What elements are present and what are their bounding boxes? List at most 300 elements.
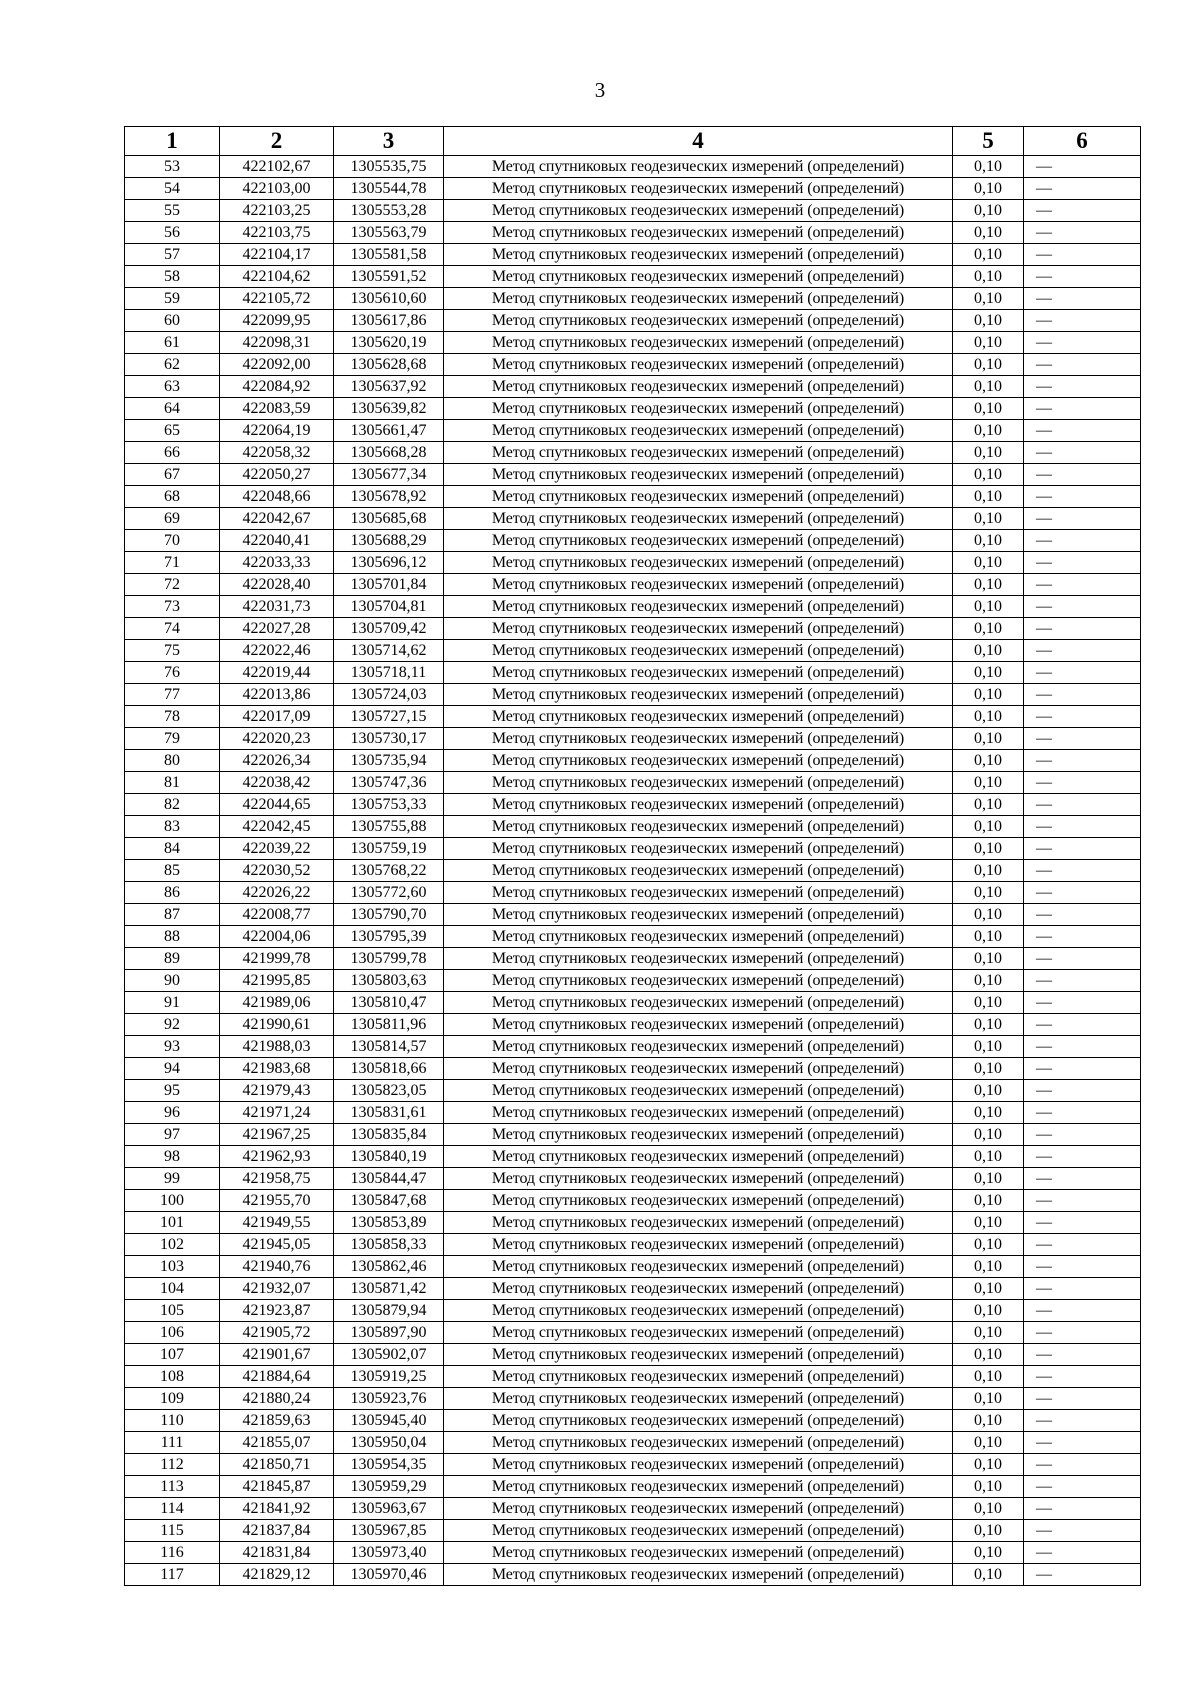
accuracy-cell: 0,10: [953, 1146, 1024, 1168]
point-number-cell: 93: [125, 1036, 220, 1058]
table-row: [125, 1476, 1141, 1498]
accuracy-cell: 0,10: [953, 1476, 1024, 1498]
accuracy-cell: 0,10: [953, 1212, 1024, 1234]
y-coordinate-cell: 1305704,81: [334, 596, 444, 618]
method-cell: Метод спутниковых геодезических измерений (определений): [444, 1102, 953, 1124]
table-row: [125, 1520, 1141, 1542]
x-coordinate-cell: 422042,67: [220, 508, 334, 530]
method-cell: Метод спутниковых геодезических измерений (определений): [444, 992, 953, 1014]
x-coordinate-cell: 421855,07: [220, 1432, 334, 1454]
y-coordinate-cell: 1305718,11: [334, 662, 444, 684]
x-coordinate-cell: 421901,67: [220, 1344, 334, 1366]
x-coordinate-cell: 422038,42: [220, 772, 334, 794]
accuracy-cell: 0,10: [953, 1256, 1024, 1278]
description-cell: —: [1024, 1344, 1141, 1366]
x-coordinate-cell: 422028,40: [220, 574, 334, 596]
description-cell: —: [1024, 420, 1141, 442]
method-cell: Метод спутниковых геодезических измерений (определений): [444, 1168, 953, 1190]
table-row: [125, 882, 1141, 904]
method-cell: Метод спутниковых геодезических измерений (определений): [444, 1190, 953, 1212]
point-number-cell: 80: [125, 750, 220, 772]
description-cell: —: [1024, 1564, 1141, 1586]
x-coordinate-cell: 422027,28: [220, 618, 334, 640]
accuracy-cell: 0,10: [953, 684, 1024, 706]
table-row: [125, 684, 1141, 706]
method-cell: Метод спутниковых геодезических измерений (определений): [444, 530, 953, 552]
method-cell: Метод спутниковых геодезических измерений (определений): [444, 354, 953, 376]
x-coordinate-cell: 422105,72: [220, 288, 334, 310]
method-cell: Метод спутниковых геодезических измерений (определений): [444, 618, 953, 640]
accuracy-cell: 0,10: [953, 1080, 1024, 1102]
method-cell: Метод спутниковых геодезических измерений (определений): [444, 508, 953, 530]
method-cell: Метод спутниковых геодезических измерений (определений): [444, 464, 953, 486]
table-row: [125, 1432, 1141, 1454]
point-number-cell: 108: [125, 1366, 220, 1388]
x-coordinate-cell: 422092,00: [220, 354, 334, 376]
x-coordinate-cell: 421990,61: [220, 1014, 334, 1036]
x-coordinate-cell: 421999,78: [220, 948, 334, 970]
y-coordinate-cell: 1305701,84: [334, 574, 444, 596]
description-cell: —: [1024, 464, 1141, 486]
y-coordinate-cell: 1305803,63: [334, 970, 444, 992]
table-row: [125, 1388, 1141, 1410]
x-coordinate-cell: 421995,85: [220, 970, 334, 992]
point-number-cell: 103: [125, 1256, 220, 1278]
point-number-cell: 75: [125, 640, 220, 662]
table-row: [125, 244, 1141, 266]
point-number-cell: 53: [125, 156, 220, 178]
x-coordinate-cell: 421958,75: [220, 1168, 334, 1190]
table-row: [125, 750, 1141, 772]
description-cell: —: [1024, 1256, 1141, 1278]
accuracy-cell: 0,10: [953, 904, 1024, 926]
x-coordinate-cell: 422019,44: [220, 662, 334, 684]
x-coordinate-cell: 421979,43: [220, 1080, 334, 1102]
accuracy-cell: 0,10: [953, 1388, 1024, 1410]
method-cell: Метод спутниковых геодезических измерений (определений): [444, 640, 953, 662]
description-cell: —: [1024, 1322, 1141, 1344]
method-cell: Метод спутниковых геодезических измерений (определений): [444, 398, 953, 420]
y-coordinate-cell: 1305862,46: [334, 1256, 444, 1278]
x-coordinate-cell: 421880,24: [220, 1388, 334, 1410]
description-cell: —: [1024, 596, 1141, 618]
header-row: [125, 127, 1141, 156]
accuracy-cell: 0,10: [953, 1168, 1024, 1190]
coordinates-table: [124, 126, 1141, 1586]
y-coordinate-cell: 1305959,29: [334, 1476, 444, 1498]
accuracy-cell: 0,10: [953, 662, 1024, 684]
x-coordinate-cell: 422103,25: [220, 200, 334, 222]
description-cell: —: [1024, 948, 1141, 970]
point-number-cell: 81: [125, 772, 220, 794]
method-cell: Метод спутниковых геодезических измерений (определений): [444, 1300, 953, 1322]
y-coordinate-cell: 1305544,78: [334, 178, 444, 200]
table-row: [125, 530, 1141, 552]
method-cell: Метод спутниковых геодезических измерений (определений): [444, 1322, 953, 1344]
x-coordinate-cell: 421967,25: [220, 1124, 334, 1146]
x-coordinate-cell: 421837,84: [220, 1520, 334, 1542]
table-row: [125, 354, 1141, 376]
x-coordinate-cell: 421949,55: [220, 1212, 334, 1234]
table-row: [125, 420, 1141, 442]
x-coordinate-cell: 422099,95: [220, 310, 334, 332]
table-row: [125, 1256, 1141, 1278]
point-number-cell: 65: [125, 420, 220, 442]
y-coordinate-cell: 1305688,29: [334, 530, 444, 552]
point-number-cell: 64: [125, 398, 220, 420]
table-row: [125, 992, 1141, 1014]
x-coordinate-cell: 422039,22: [220, 838, 334, 860]
y-coordinate-cell: 1305902,07: [334, 1344, 444, 1366]
y-coordinate-cell: 1305945,40: [334, 1410, 444, 1432]
description-cell: —: [1024, 530, 1141, 552]
method-cell: Метод спутниковых геодезических измерений (определений): [444, 1146, 953, 1168]
y-coordinate-cell: 1305844,47: [334, 1168, 444, 1190]
table-row: [125, 618, 1141, 640]
y-coordinate-cell: 1305814,57: [334, 1036, 444, 1058]
y-coordinate-cell: 1305724,03: [334, 684, 444, 706]
y-coordinate-cell: 1305685,68: [334, 508, 444, 530]
accuracy-cell: 0,10: [953, 926, 1024, 948]
y-coordinate-cell: 1305661,47: [334, 420, 444, 442]
x-coordinate-cell: 421983,68: [220, 1058, 334, 1080]
point-number-cell: 78: [125, 706, 220, 728]
method-cell: Метод спутниковых геодезических измерений (определений): [444, 156, 953, 178]
y-coordinate-cell: 1305730,17: [334, 728, 444, 750]
description-cell: —: [1024, 574, 1141, 596]
description-cell: —: [1024, 1146, 1141, 1168]
description-cell: —: [1024, 772, 1141, 794]
method-cell: Метод спутниковых геодезических измерений (определений): [444, 684, 953, 706]
point-number-cell: 63: [125, 376, 220, 398]
table-row: [125, 1124, 1141, 1146]
accuracy-cell: 0,10: [953, 508, 1024, 530]
point-number-cell: 60: [125, 310, 220, 332]
description-cell: —: [1024, 1454, 1141, 1476]
description-cell: —: [1024, 508, 1141, 530]
table-row: [125, 1564, 1141, 1586]
description-cell: —: [1024, 750, 1141, 772]
header-cell-3: 3: [334, 127, 444, 156]
description-cell: —: [1024, 442, 1141, 464]
point-number-cell: 95: [125, 1080, 220, 1102]
accuracy-cell: 0,10: [953, 970, 1024, 992]
accuracy-cell: 0,10: [953, 464, 1024, 486]
method-cell: Метод спутниковых геодезических измерений (определений): [444, 1080, 953, 1102]
point-number-cell: 89: [125, 948, 220, 970]
description-cell: —: [1024, 354, 1141, 376]
description-cell: —: [1024, 1168, 1141, 1190]
table-row: [125, 662, 1141, 684]
accuracy-cell: 0,10: [953, 288, 1024, 310]
accuracy-cell: 0,10: [953, 706, 1024, 728]
description-cell: —: [1024, 1410, 1141, 1432]
method-cell: Метод спутниковых геодезических измерений (определений): [444, 904, 953, 926]
table-row: [125, 596, 1141, 618]
description-cell: —: [1024, 1124, 1141, 1146]
x-coordinate-cell: 421884,64: [220, 1366, 334, 1388]
accuracy-cell: 0,10: [953, 750, 1024, 772]
table-row: [125, 552, 1141, 574]
table-row: [125, 640, 1141, 662]
point-number-cell: 66: [125, 442, 220, 464]
y-coordinate-cell: 1305818,66: [334, 1058, 444, 1080]
accuracy-cell: 0,10: [953, 354, 1024, 376]
description-cell: —: [1024, 552, 1141, 574]
method-cell: Метод спутниковых геодезических измерений (определений): [444, 926, 953, 948]
accuracy-cell: 0,10: [953, 574, 1024, 596]
method-cell: Метод спутниковых геодезических измерений (определений): [444, 1124, 953, 1146]
y-coordinate-cell: 1305709,42: [334, 618, 444, 640]
point-number-cell: 77: [125, 684, 220, 706]
point-number-cell: 109: [125, 1388, 220, 1410]
accuracy-cell: 0,10: [953, 1432, 1024, 1454]
method-cell: Метод спутниковых геодезических измерений (определений): [444, 662, 953, 684]
method-cell: Метод спутниковых геодезических измерений (определений): [444, 948, 953, 970]
y-coordinate-cell: 1305923,76: [334, 1388, 444, 1410]
point-number-cell: 76: [125, 662, 220, 684]
y-coordinate-cell: 1305553,28: [334, 200, 444, 222]
point-number-cell: 97: [125, 1124, 220, 1146]
x-coordinate-cell: 421989,06: [220, 992, 334, 1014]
accuracy-cell: 0,10: [953, 596, 1024, 618]
x-coordinate-cell: 422102,67: [220, 156, 334, 178]
y-coordinate-cell: 1305954,35: [334, 1454, 444, 1476]
accuracy-cell: 0,10: [953, 1102, 1024, 1124]
table-row: [125, 222, 1141, 244]
x-coordinate-cell: 421850,71: [220, 1454, 334, 1476]
accuracy-cell: 0,10: [953, 1564, 1024, 1586]
x-coordinate-cell: 421831,84: [220, 1542, 334, 1564]
method-cell: Метод спутниковых геодезических измерений (определений): [444, 178, 953, 200]
point-number-cell: 88: [125, 926, 220, 948]
y-coordinate-cell: 1305753,33: [334, 794, 444, 816]
y-coordinate-cell: 1305591,52: [334, 266, 444, 288]
method-cell: Метод спутниковых геодезических измерений (определений): [444, 1476, 953, 1498]
table-row: [125, 706, 1141, 728]
point-number-cell: 86: [125, 882, 220, 904]
y-coordinate-cell: 1305628,68: [334, 354, 444, 376]
point-number-cell: 59: [125, 288, 220, 310]
point-number-cell: 74: [125, 618, 220, 640]
x-coordinate-cell: 422104,17: [220, 244, 334, 266]
table-row: [125, 926, 1141, 948]
accuracy-cell: 0,10: [953, 640, 1024, 662]
accuracy-cell: 0,10: [953, 1014, 1024, 1036]
method-cell: Метод спутниковых геодезических измерений (определений): [444, 1388, 953, 1410]
table-row: [125, 948, 1141, 970]
table-row: [125, 288, 1141, 310]
y-coordinate-cell: 1305563,79: [334, 222, 444, 244]
y-coordinate-cell: 1305610,60: [334, 288, 444, 310]
point-number-cell: 69: [125, 508, 220, 530]
table-row: [125, 266, 1141, 288]
y-coordinate-cell: 1305823,05: [334, 1080, 444, 1102]
x-coordinate-cell: 422040,41: [220, 530, 334, 552]
table-row: [125, 1014, 1141, 1036]
y-coordinate-cell: 1305831,61: [334, 1102, 444, 1124]
y-coordinate-cell: 1305858,33: [334, 1234, 444, 1256]
method-cell: Метод спутниковых геодезических измерений (определений): [444, 1058, 953, 1080]
point-number-cell: 110: [125, 1410, 220, 1432]
point-number-cell: 104: [125, 1278, 220, 1300]
x-coordinate-cell: 422004,06: [220, 926, 334, 948]
description-cell: —: [1024, 1432, 1141, 1454]
accuracy-cell: 0,10: [953, 530, 1024, 552]
x-coordinate-cell: 422103,00: [220, 178, 334, 200]
table-row: [125, 904, 1141, 926]
x-coordinate-cell: 421988,03: [220, 1036, 334, 1058]
method-cell: Метод спутниковых геодезических измерений (определений): [444, 200, 953, 222]
accuracy-cell: 0,10: [953, 420, 1024, 442]
accuracy-cell: 0,10: [953, 1234, 1024, 1256]
point-number-cell: 72: [125, 574, 220, 596]
table-row: [125, 1344, 1141, 1366]
table-row: [125, 508, 1141, 530]
description-cell: —: [1024, 1476, 1141, 1498]
y-coordinate-cell: 1305811,96: [334, 1014, 444, 1036]
y-coordinate-cell: 1305772,60: [334, 882, 444, 904]
point-number-cell: 117: [125, 1564, 220, 1586]
method-cell: Метод спутниковых геодезических измерений (определений): [444, 486, 953, 508]
accuracy-cell: 0,10: [953, 794, 1024, 816]
description-cell: —: [1024, 904, 1141, 926]
x-coordinate-cell: 422048,66: [220, 486, 334, 508]
header-cell-6: 6: [1024, 127, 1141, 156]
table-row: [125, 1278, 1141, 1300]
x-coordinate-cell: 421841,92: [220, 1498, 334, 1520]
y-coordinate-cell: 1305755,88: [334, 816, 444, 838]
x-coordinate-cell: 422013,86: [220, 684, 334, 706]
method-cell: Метод спутниковых геодезических измерений (определений): [444, 1234, 953, 1256]
y-coordinate-cell: 1305871,42: [334, 1278, 444, 1300]
point-number-cell: 100: [125, 1190, 220, 1212]
x-coordinate-cell: 421829,12: [220, 1564, 334, 1586]
description-cell: —: [1024, 1080, 1141, 1102]
x-coordinate-cell: 421962,93: [220, 1146, 334, 1168]
y-coordinate-cell: 1305919,25: [334, 1366, 444, 1388]
y-coordinate-cell: 1305799,78: [334, 948, 444, 970]
method-cell: Метод спутниковых геодезических измерений (определений): [444, 1498, 953, 1520]
point-number-cell: 58: [125, 266, 220, 288]
point-number-cell: 107: [125, 1344, 220, 1366]
table-row: [125, 1366, 1141, 1388]
table-row: [125, 1542, 1141, 1564]
table-row: [125, 1212, 1141, 1234]
table-row: [125, 1190, 1141, 1212]
point-number-cell: 91: [125, 992, 220, 1014]
x-coordinate-cell: 422050,27: [220, 464, 334, 486]
x-coordinate-cell: 422030,52: [220, 860, 334, 882]
x-coordinate-cell: 422020,23: [220, 728, 334, 750]
method-cell: Метод спутниковых геодезических измерений (определений): [444, 706, 953, 728]
point-number-cell: 105: [125, 1300, 220, 1322]
description-cell: —: [1024, 1278, 1141, 1300]
method-cell: Метод спутниковых геодезических измерений (определений): [444, 596, 953, 618]
method-cell: Метод спутниковых геодезических измерений (определений): [444, 574, 953, 596]
accuracy-cell: 0,10: [953, 376, 1024, 398]
description-cell: —: [1024, 662, 1141, 684]
table-header: [125, 127, 1141, 156]
y-coordinate-cell: 1305847,68: [334, 1190, 444, 1212]
point-number-cell: 67: [125, 464, 220, 486]
table-row: [125, 1102, 1141, 1124]
y-coordinate-cell: 1305897,90: [334, 1322, 444, 1344]
method-cell: Метод спутниковых геодезических измерений (определений): [444, 1256, 953, 1278]
y-coordinate-cell: 1305668,28: [334, 442, 444, 464]
table-row: [125, 794, 1141, 816]
accuracy-cell: 0,10: [953, 838, 1024, 860]
point-number-cell: 85: [125, 860, 220, 882]
table-row: [125, 1410, 1141, 1432]
description-cell: —: [1024, 1498, 1141, 1520]
point-number-cell: 113: [125, 1476, 220, 1498]
table-row: [125, 398, 1141, 420]
accuracy-cell: 0,10: [953, 728, 1024, 750]
point-number-cell: 87: [125, 904, 220, 926]
point-number-cell: 84: [125, 838, 220, 860]
x-coordinate-cell: 422104,62: [220, 266, 334, 288]
x-coordinate-cell: 422042,45: [220, 816, 334, 838]
accuracy-cell: 0,10: [953, 882, 1024, 904]
method-cell: Метод спутниковых геодезических измерений (определений): [444, 882, 953, 904]
method-cell: Метод спутниковых геодезических измерений (определений): [444, 376, 953, 398]
table-row: [125, 200, 1141, 222]
accuracy-cell: 0,10: [953, 1366, 1024, 1388]
description-cell: —: [1024, 398, 1141, 420]
table-row: [125, 156, 1141, 178]
description-cell: —: [1024, 926, 1141, 948]
point-number-cell: 99: [125, 1168, 220, 1190]
y-coordinate-cell: 1305768,22: [334, 860, 444, 882]
y-coordinate-cell: 1305790,70: [334, 904, 444, 926]
x-coordinate-cell: 422017,09: [220, 706, 334, 728]
method-cell: Метод спутниковых геодезических измерений (определений): [444, 1564, 953, 1586]
method-cell: Метод спутниковых геодезических измерений (определений): [444, 552, 953, 574]
table-row: [125, 772, 1141, 794]
accuracy-cell: 0,10: [953, 948, 1024, 970]
accuracy-cell: 0,10: [953, 1058, 1024, 1080]
accuracy-cell: 0,10: [953, 1036, 1024, 1058]
table-row: [125, 1168, 1141, 1190]
x-coordinate-cell: 422026,22: [220, 882, 334, 904]
x-coordinate-cell: 422103,75: [220, 222, 334, 244]
accuracy-cell: 0,10: [953, 156, 1024, 178]
method-cell: Метод спутниковых геодезических измерений (определений): [444, 816, 953, 838]
accuracy-cell: 0,10: [953, 1278, 1024, 1300]
y-coordinate-cell: 1305581,58: [334, 244, 444, 266]
table-row: [125, 1234, 1141, 1256]
method-cell: Метод спутниковых геодезических измерений (определений): [444, 420, 953, 442]
method-cell: Метод спутниковых геодезических измерений (определений): [444, 310, 953, 332]
point-number-cell: 92: [125, 1014, 220, 1036]
table-row: [125, 310, 1141, 332]
table-row: [125, 178, 1141, 200]
accuracy-cell: 0,10: [953, 1344, 1024, 1366]
y-coordinate-cell: 1305735,94: [334, 750, 444, 772]
description-cell: —: [1024, 838, 1141, 860]
description-cell: —: [1024, 816, 1141, 838]
method-cell: Метод спутниковых геодезических измерений (определений): [444, 838, 953, 860]
point-number-cell: 90: [125, 970, 220, 992]
method-cell: Метод спутниковых геодезических измерений (определений): [444, 266, 953, 288]
method-cell: Метод спутниковых геодезических измерений (определений): [444, 772, 953, 794]
description-cell: —: [1024, 1014, 1141, 1036]
x-coordinate-cell: 422058,32: [220, 442, 334, 464]
point-number-cell: 112: [125, 1454, 220, 1476]
method-cell: Метод спутниковых геодезических измерений (определений): [444, 288, 953, 310]
point-number-cell: 82: [125, 794, 220, 816]
